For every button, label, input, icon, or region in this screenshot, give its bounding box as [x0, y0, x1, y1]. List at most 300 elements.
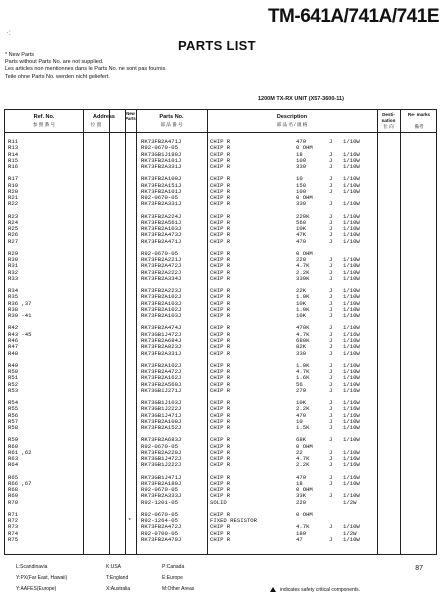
- part-no: RK73FB2A180J: [141, 479, 182, 487]
- legend-item: T:England: [106, 575, 129, 581]
- description: CHIP R: [210, 268, 231, 276]
- value: 0 OHM: [296, 194, 313, 202]
- table-row: [5, 164, 436, 170]
- ref-no: R63: [8, 455, 19, 463]
- description: CHIP R: [210, 156, 231, 164]
- part-no: R92-0670-05: [141, 194, 178, 202]
- part-no: RK73FB2A101J: [141, 187, 182, 195]
- part-no: RK73FB2A220J: [141, 448, 182, 456]
- safety-note: [270, 587, 360, 593]
- part-no: RK73GB1J472J: [141, 330, 182, 338]
- ref-no: R24: [8, 218, 19, 226]
- ref-no: R74: [8, 529, 19, 537]
- description: CHIP R: [210, 536, 231, 543]
- tolerance: J: [329, 163, 333, 171]
- legend-item: X:Australia: [106, 586, 131, 592]
- value: 10: [296, 417, 303, 425]
- description: CHIP R: [210, 262, 231, 270]
- ref-no: R70: [8, 498, 19, 506]
- warning-triangle-icon: [270, 587, 276, 592]
- description: CHIP R: [210, 299, 231, 307]
- wattage: 1/10W: [343, 424, 360, 432]
- value: 10K: [296, 398, 307, 406]
- wattage: 1/10W: [343, 374, 360, 382]
- wattage: 1/10W: [343, 225, 360, 233]
- tolerance: J: [329, 181, 333, 189]
- wattage: 1/2W: [343, 529, 357, 537]
- value: 0 OHM: [296, 486, 313, 494]
- part-no: RK73FB2A102J: [141, 306, 182, 314]
- ref-no: R16: [8, 163, 19, 171]
- row-group: [5, 437, 436, 468]
- wattage: 1/10W: [343, 256, 360, 264]
- row-group: [5, 400, 436, 431]
- tolerance: J: [329, 386, 333, 394]
- tolerance: J: [329, 374, 333, 382]
- value: 47: [296, 536, 303, 543]
- legend-item: K:USA: [106, 564, 122, 570]
- part-no: RK73FB2A474J: [141, 324, 182, 332]
- note-line: Teile ohne Parts No. werden nicht geliefert.: [5, 73, 110, 80]
- row-group: [5, 214, 436, 245]
- ref-no: R59: [8, 436, 19, 444]
- value: 330: [296, 200, 307, 208]
- tolerance: J: [329, 262, 333, 270]
- tolerance: J: [329, 523, 333, 531]
- description: CHIP R: [210, 398, 231, 406]
- tolerance: J: [329, 324, 333, 332]
- tolerance: J: [329, 417, 333, 425]
- value: 470: [296, 138, 307, 145]
- wattage: 1/10W: [343, 380, 360, 388]
- tolerance: J: [329, 461, 333, 469]
- part-no: RK73FB2A151J: [141, 181, 182, 189]
- value: 0 OHM: [296, 144, 313, 152]
- value: 4.7K: [296, 455, 310, 463]
- part-no: RK73FB2A334J: [141, 275, 182, 283]
- wattage: 1/10W: [343, 523, 360, 531]
- value: 1.0K: [296, 361, 310, 369]
- value: 330K: [296, 275, 310, 283]
- model-title: TM-641A/741A/741E: [267, 6, 439, 27]
- row-group: [5, 475, 436, 506]
- value: 18: [296, 479, 303, 487]
- ref-no: R46: [8, 337, 19, 344]
- part-no: RK73FB2A102J: [141, 361, 182, 369]
- description: CHIP R: [210, 448, 231, 456]
- ref-no: R38: [8, 306, 19, 314]
- row-group: [5, 251, 436, 282]
- wattage: 1/10W: [343, 417, 360, 425]
- part-no: R92-0670-05: [141, 249, 178, 257]
- value: 220: [296, 498, 307, 506]
- table-row: [5, 239, 436, 245]
- wattage: 1/10W: [343, 536, 360, 543]
- ref-no: R66 ,67: [8, 479, 32, 487]
- wattage: 1/10W: [343, 492, 360, 500]
- value: 47K: [296, 231, 307, 239]
- part-no: RK73FB2A223J: [141, 287, 182, 295]
- value: 68K: [296, 436, 307, 444]
- wattage: 1/16W: [343, 398, 360, 406]
- tolerance: J: [329, 268, 333, 276]
- description: CHIP R: [210, 386, 231, 394]
- description: CHIP R: [210, 138, 231, 145]
- tolerance: J: [329, 330, 333, 338]
- tolerance: J: [329, 398, 333, 406]
- ref-no: R72: [8, 517, 19, 525]
- legend-item: M:Other Areas: [162, 586, 195, 592]
- ref-no: R23: [8, 212, 19, 220]
- wattage: 1/10W: [343, 275, 360, 283]
- wattage: 1/16W: [343, 405, 360, 413]
- tolerance: J: [329, 275, 333, 283]
- description: CHIP R: [210, 523, 231, 531]
- description: CHIP R: [210, 218, 231, 226]
- wattage: 1/10W: [343, 479, 360, 487]
- value: 82K: [296, 343, 307, 351]
- part-no: RK73FB2A103J: [141, 299, 182, 307]
- wattage: 1/10W: [343, 324, 360, 332]
- tolerance: J: [329, 312, 333, 320]
- ref-no: R54: [8, 398, 19, 406]
- value: 33K: [296, 492, 307, 500]
- part-no: R92-1201-05: [141, 498, 178, 506]
- description: CHIP R: [210, 306, 231, 314]
- part-no: RK73FB2A471J: [141, 237, 182, 245]
- tolerance: J: [329, 231, 333, 239]
- value: 10K: [296, 225, 307, 233]
- value: 2.2K: [296, 405, 310, 413]
- page-number: 87: [415, 565, 423, 572]
- wattage: 1/10W: [343, 448, 360, 456]
- wattage: 1/10W: [343, 287, 360, 295]
- page-title: PARTS LIST: [178, 38, 256, 53]
- wattage: 1/10W: [343, 262, 360, 270]
- part-no: RK73FB2A331J: [141, 349, 182, 357]
- ref-no: R36 ,37: [8, 299, 32, 307]
- description: CHIP R: [210, 225, 231, 233]
- value: 22K: [296, 287, 307, 295]
- description: CHIP R: [210, 361, 231, 369]
- wattage: 1/10W: [343, 293, 360, 301]
- description: CHIP R: [210, 163, 231, 171]
- description: CHIP R: [210, 405, 231, 413]
- parts-table: [4, 109, 437, 555]
- description: CHIP R: [210, 529, 231, 537]
- legend-item: Y:PX(Far East, Hawaii): [16, 575, 68, 581]
- ref-no: R17: [8, 175, 19, 183]
- description: CHIP R: [210, 473, 231, 481]
- part-no: RK73GB1J471J: [141, 473, 182, 481]
- wattage: 1/10W: [343, 299, 360, 307]
- corner-mark: ·:: [6, 28, 11, 37]
- description: CHIP R: [210, 200, 231, 208]
- tolerance: J: [329, 337, 333, 344]
- tolerance: J: [329, 473, 333, 481]
- description: CHIP R: [210, 194, 231, 202]
- wattage: 1/10W: [343, 175, 360, 183]
- tolerance: J: [329, 218, 333, 226]
- part-no: RK73FB2A162J: [141, 374, 182, 382]
- ref-no: R49: [8, 361, 19, 369]
- wattage: 1/10W: [343, 218, 360, 226]
- description: CHIP R: [210, 492, 231, 500]
- tolerance: J: [329, 256, 333, 264]
- description: CHIP R: [210, 436, 231, 444]
- description: CHIP R: [210, 380, 231, 388]
- value: 1.0K: [296, 293, 310, 301]
- header-remarks-jp: 備考: [414, 124, 424, 129]
- part-no: RK73FB2A683J: [141, 436, 182, 444]
- table-row: [5, 500, 436, 506]
- ref-no: R26: [8, 231, 19, 239]
- wattage: 1/2W: [343, 498, 357, 506]
- value: 4.7K: [296, 330, 310, 338]
- ref-no: R11: [8, 138, 19, 145]
- header-description: Description: [276, 114, 308, 120]
- tolerance: J: [329, 293, 333, 301]
- ref-no: R53: [8, 386, 19, 394]
- value: 330: [296, 349, 307, 357]
- description: CHIP R: [210, 479, 231, 487]
- header-description-jp: 部 品 名 / 規 格: [276, 122, 308, 127]
- value: 0 OHM: [296, 510, 313, 518]
- part-no: RK73GB1J180J: [141, 150, 182, 158]
- description: CHIP R: [210, 349, 231, 357]
- legend-item: Y:AAFES(Europe): [16, 586, 57, 592]
- description: CHIP R: [210, 144, 231, 152]
- ref-no: R61 ,62: [8, 448, 32, 456]
- ref-no: R14: [8, 150, 19, 158]
- ref-no: R48: [8, 349, 19, 357]
- part-no: RK73FB2A101J: [141, 156, 182, 164]
- ref-no: R20: [8, 187, 19, 195]
- note-line: Les articles non mentionnes dans le Parts No. ne sont pas fournis.: [5, 66, 167, 73]
- ref-no: R52: [8, 380, 19, 388]
- part-no: RK73FB2A222J: [141, 268, 182, 276]
- ref-no: R43 -45: [8, 330, 32, 338]
- row-group: [5, 512, 436, 543]
- row-group: [5, 325, 436, 356]
- wattage: 1/10W: [343, 138, 360, 145]
- part-no: RK73FB2A472J: [141, 262, 182, 270]
- ref-no: R22: [8, 200, 19, 208]
- description: CHIP R: [210, 442, 231, 450]
- header-part: Parts No.: [159, 114, 184, 120]
- ref-no: R25: [8, 225, 19, 233]
- value: 560: [296, 218, 307, 226]
- value: 470: [296, 411, 307, 419]
- part-no: RK73FB2A102J: [141, 293, 182, 301]
- header-remarks: Re- marks: [407, 112, 431, 117]
- value: 470K: [296, 324, 310, 332]
- value: 4.7K: [296, 262, 310, 270]
- description: CHIP R: [210, 337, 231, 344]
- part-no: R92-0670-05: [141, 486, 178, 494]
- value: 100: [296, 187, 307, 195]
- part-no: RK73FB2A823J: [141, 343, 182, 351]
- ref-no: R69: [8, 492, 19, 500]
- part-no: RK73FB2A472J: [141, 523, 182, 531]
- description: CHIP R: [210, 367, 231, 375]
- ref-no: R60: [8, 442, 19, 450]
- note-line: Parts without Parts No. are not supplied.: [5, 59, 104, 66]
- tolerance: J: [329, 156, 333, 164]
- part-no: RK73FB2A100J: [141, 175, 182, 183]
- ref-no: R34: [8, 287, 19, 295]
- tolerance: J: [329, 200, 333, 208]
- wattage: 1/10W: [343, 212, 360, 220]
- part-no: RK73FB2A100J: [141, 417, 182, 425]
- unit-label: 1200M TX-RX UNIT (X57-3600-11): [258, 96, 344, 102]
- legend-item: L:Scandinavia: [16, 564, 48, 570]
- value: 2.2K: [296, 268, 310, 276]
- description: CHIP R: [210, 417, 231, 425]
- value: 150: [296, 181, 307, 189]
- description: CHIP R: [210, 275, 231, 283]
- table-row: [5, 276, 436, 282]
- part-no: RK73FB2A331J: [141, 163, 182, 171]
- part-no: RK73FB2A331J: [141, 200, 182, 208]
- value: 22: [296, 448, 303, 456]
- part-no: RK73FB2A471J: [141, 138, 182, 145]
- part-no: RK73FB2A221J: [141, 256, 182, 264]
- ref-no: R31: [8, 262, 19, 270]
- description: CHIP R: [210, 293, 231, 301]
- row-group: [5, 176, 436, 207]
- wattage: 1/10W: [343, 268, 360, 276]
- value: 1.5K: [296, 424, 310, 432]
- ref-no: R19: [8, 181, 19, 189]
- tolerance: J: [329, 187, 333, 195]
- description: CHIP R: [210, 181, 231, 189]
- table-row: [5, 201, 436, 207]
- table-body: [5, 139, 436, 549]
- description: CHIP R: [210, 486, 231, 494]
- value: 1.0K: [296, 306, 310, 314]
- part-no: RK73FB2A333J: [141, 492, 182, 500]
- wattage: 1/16W: [343, 473, 360, 481]
- part-no: RK73GB1J471J: [141, 411, 182, 419]
- description: FIXED RESISTOR: [210, 517, 257, 525]
- ref-no: R73: [8, 523, 19, 531]
- part-no: RK73GB1J222J: [141, 461, 182, 469]
- row-group: [5, 288, 436, 319]
- value: 0 OHM: [296, 442, 313, 450]
- part-no: R92-0670-05: [141, 510, 178, 518]
- wattage: 1/10W: [343, 436, 360, 444]
- description: CHIP R: [210, 287, 231, 295]
- table-row: [5, 351, 436, 357]
- tolerance: J: [329, 536, 333, 543]
- value: 470: [296, 473, 307, 481]
- wattage: 1/10W: [343, 163, 360, 171]
- value: 270: [296, 386, 307, 394]
- tolerance: J: [329, 448, 333, 456]
- ref-no: R64: [8, 461, 19, 469]
- value: 180: [296, 529, 307, 537]
- tolerance: J: [329, 405, 333, 413]
- description: CHIP R: [210, 324, 231, 332]
- value: 470: [296, 237, 307, 245]
- wattage: 1/10W: [343, 349, 360, 357]
- wattage: 1/16W: [343, 411, 360, 419]
- description: CHIP R: [210, 411, 231, 419]
- part-no: R92-1264-05: [141, 517, 178, 525]
- ref-no: R30: [8, 256, 19, 264]
- tolerance: J: [329, 479, 333, 487]
- ref-no: R57: [8, 417, 19, 425]
- ref-no: R47: [8, 343, 19, 351]
- value: 0 OHM: [296, 249, 313, 257]
- tolerance: J: [329, 175, 333, 183]
- row-group: [5, 363, 436, 394]
- tolerance: J: [329, 306, 333, 314]
- description: CHIP R: [210, 424, 231, 432]
- ref-no: R15: [8, 156, 19, 164]
- description: CHIP R: [210, 343, 231, 351]
- tolerance: J: [329, 237, 333, 245]
- value: 10K: [296, 312, 307, 320]
- part-no: RK73FB2A561J: [141, 218, 182, 226]
- table-row: [5, 313, 436, 319]
- part-no: R92-0700-05: [141, 529, 178, 537]
- header-destination-jp: 仕 向: [383, 124, 394, 129]
- ref-no: R55: [8, 405, 19, 413]
- ref-no: R58: [8, 424, 19, 432]
- wattage: 1/10W: [343, 231, 360, 239]
- ref-no: R21: [8, 194, 19, 202]
- ref-no: R27: [8, 237, 19, 245]
- legend-item: P:Canada: [162, 564, 185, 570]
- tolerance: J: [329, 492, 333, 500]
- wattage: 1/10W: [343, 343, 360, 351]
- tolerance: J: [329, 225, 333, 233]
- value: 1.6K: [296, 374, 310, 382]
- description: CHIP R: [210, 330, 231, 338]
- wattage: 1/10W: [343, 156, 360, 164]
- value: 10K: [296, 299, 307, 307]
- wattage: 1/10W: [343, 181, 360, 189]
- value: 4.7K: [296, 523, 310, 531]
- value: 56: [296, 380, 303, 388]
- legend-item: E:Europe: [162, 575, 183, 581]
- table-row: [5, 537, 436, 543]
- description: CHIP R: [210, 237, 231, 245]
- part-no: RK73FB2A560J: [141, 380, 182, 388]
- wattage: 1/10W: [343, 306, 360, 314]
- notes: [5, 52, 167, 81]
- description: CHIP R: [210, 175, 231, 183]
- ref-no: R68: [8, 486, 19, 494]
- wattage: 1/10W: [343, 312, 360, 320]
- tolerance: J: [329, 367, 333, 375]
- ref-no: R35: [8, 293, 19, 301]
- description: CHIP R: [210, 187, 231, 195]
- part-no: RK73FB2A684J: [141, 337, 182, 344]
- tolerance: J: [329, 150, 333, 158]
- tolerance: J: [329, 212, 333, 220]
- tolerance: J: [329, 424, 333, 432]
- part-no: RK73FB2A103J: [141, 312, 182, 320]
- description: CHIP R: [210, 374, 231, 382]
- ref-no: R65: [8, 473, 19, 481]
- tolerance: J: [329, 455, 333, 463]
- wattage: 1/16W: [343, 455, 360, 463]
- part-no: RK73FB2A152J: [141, 424, 182, 432]
- part-no: R92-0670-05: [141, 442, 178, 450]
